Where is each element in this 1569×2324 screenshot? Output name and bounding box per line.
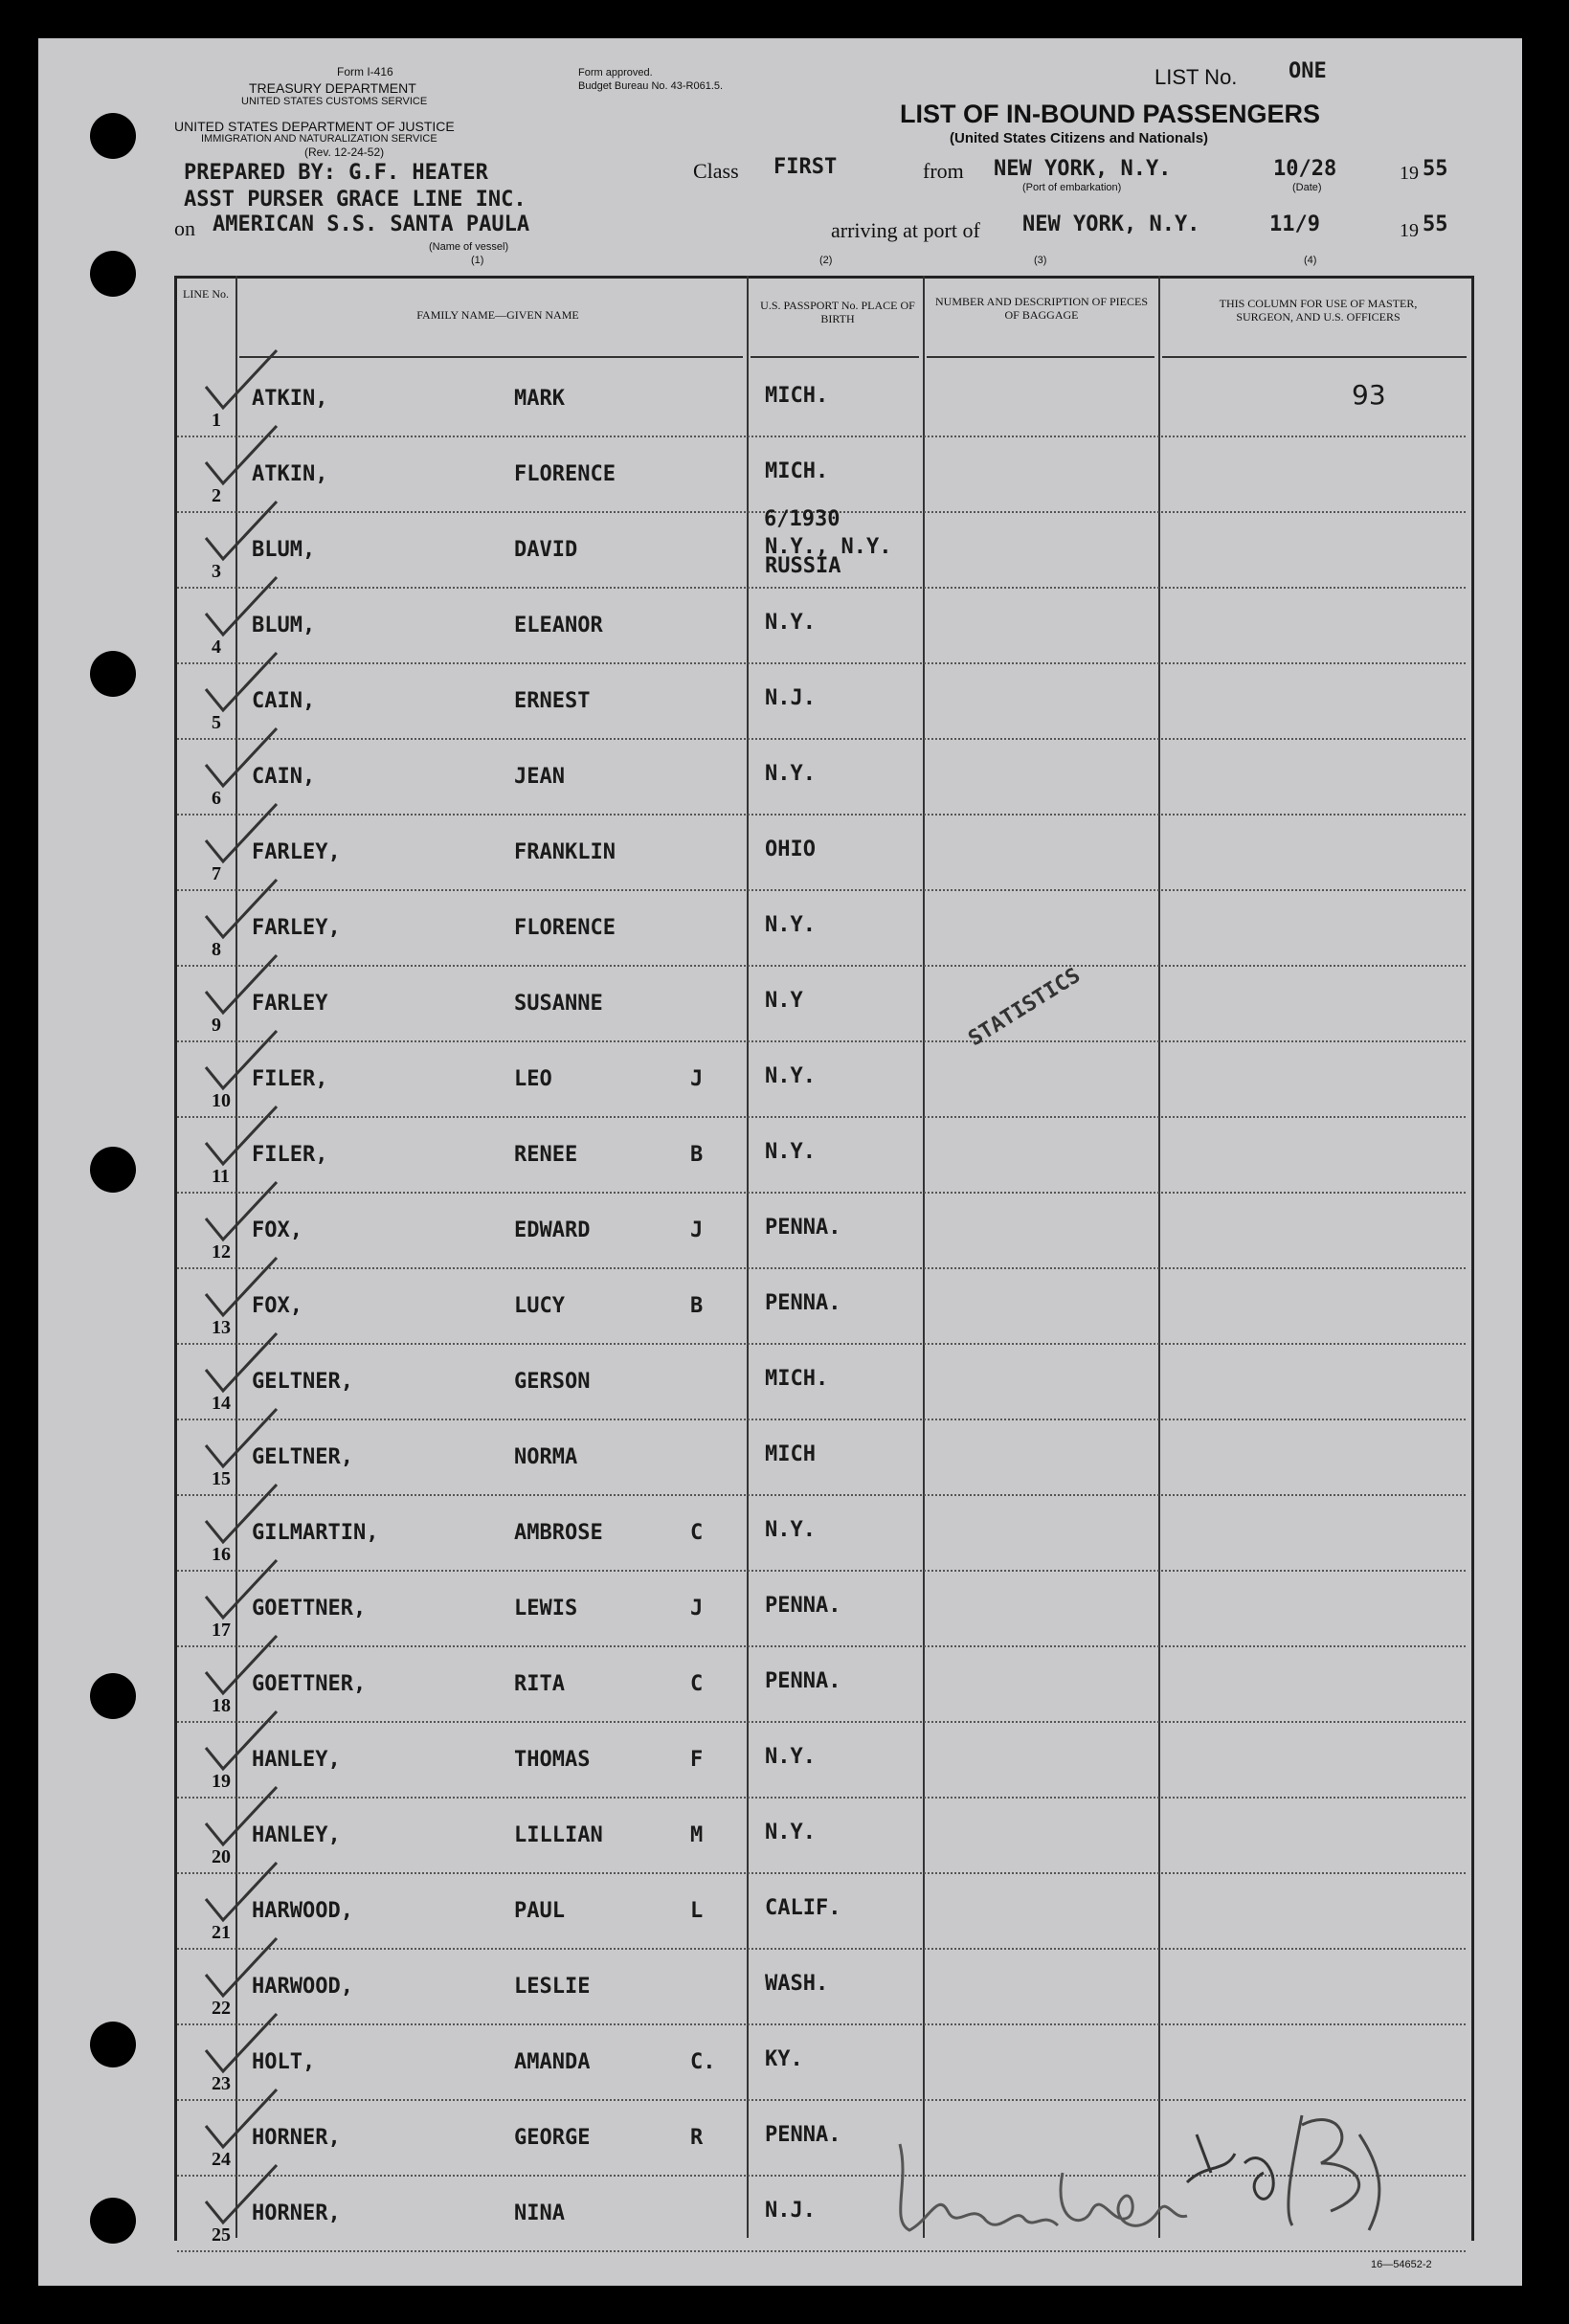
given-name: RITA: [514, 1672, 565, 1696]
middle-initial: J: [690, 1597, 704, 1620]
given-name: AMBROSE: [514, 1521, 603, 1545]
embark-caption: (Port of embarkation): [1022, 182, 1122, 193]
given-name: LILLIAN: [514, 1823, 603, 1847]
col-header-line: LINE No.: [183, 287, 229, 301]
statistics-stamp: STATISTICS: [964, 963, 1086, 1052]
col-num-3: (3): [1034, 255, 1047, 266]
line-number: 25: [212, 2224, 231, 2246]
middle-initial: J: [690, 1218, 704, 1242]
family-name: ATKIN,: [252, 462, 328, 486]
given-name: LESLIE: [514, 1975, 591, 1999]
vessel-caption: (Name of vessel): [429, 241, 509, 253]
line-number: 6: [212, 788, 221, 809]
place-of-birth: PENNA.: [765, 1216, 841, 1240]
table-row: [177, 967, 1466, 1042]
year-prefix-1: 19: [1400, 163, 1419, 184]
place-of-birth: N.Y.: [765, 1140, 816, 1164]
given-name: LEWIS: [514, 1597, 578, 1620]
place-of-birth: PENNA.: [765, 1291, 841, 1315]
given-name: DAVID: [514, 538, 578, 562]
place-of-birth: N.Y., N.Y. RUSSIA: [765, 535, 892, 578]
place-of-birth: N.Y.: [765, 1518, 816, 1542]
family-name: FOX,: [252, 1218, 303, 1242]
embark-date: 10/28: [1273, 157, 1337, 181]
table-row: [177, 2025, 1466, 2101]
family-name: CAIN,: [252, 689, 316, 713]
family-name: GELTNER,: [252, 1370, 353, 1394]
table-row: [177, 664, 1466, 740]
given-name: AMANDA: [514, 2050, 591, 2074]
form-number: Form I-416: [337, 65, 393, 78]
purser: ASST PURSER GRACE LINE INC.: [184, 188, 527, 212]
table-row: [177, 1345, 1466, 1420]
line-number: 21: [212, 1922, 231, 1943]
customs-service: UNITED STATES CUSTOMS SERVICE: [241, 96, 428, 107]
family-name: FARLEY: [252, 992, 328, 1016]
family-name: FILER,: [252, 1143, 328, 1167]
line-number: 23: [212, 2073, 231, 2094]
family-name: HORNER,: [252, 2201, 341, 2225]
binder-hole: [90, 251, 136, 297]
table-row: [177, 1874, 1466, 1950]
line-number: 12: [212, 1241, 231, 1263]
given-name: EDWARD: [514, 1218, 591, 1242]
year-2: 55: [1423, 212, 1448, 236]
table-row: [177, 1269, 1466, 1345]
given-name: LUCY: [514, 1294, 565, 1318]
place-of-birth: N.Y.: [765, 1745, 816, 1769]
line-number: 14: [212, 1393, 231, 1414]
table-row: [177, 1950, 1466, 2025]
family-name: BLUM,: [252, 614, 316, 637]
given-name: FLORENCE: [514, 916, 616, 940]
prepared-by: PREPARED BY: G.F. HEATER: [184, 161, 488, 185]
family-name: GELTNER,: [252, 1445, 353, 1469]
line-number: 20: [212, 1846, 231, 1867]
table-row: [177, 589, 1466, 664]
class-value: FIRST: [773, 155, 838, 179]
family-name: ATKIN,: [252, 387, 328, 411]
binder-hole: [90, 113, 136, 159]
family-name: GOETTNER,: [252, 1672, 367, 1696]
family-name: HANLEY,: [252, 1748, 341, 1772]
year-1: 55: [1423, 157, 1448, 181]
col-header-passport: U.S. PASSPORT No. PLACE OF BIRTH: [760, 299, 915, 325]
given-name: ELEANOR: [514, 614, 603, 637]
col-header-officers: THIS COLUMN FOR USE OF MASTER, SURGEON, AND U.S. OFFICERS: [1219, 297, 1418, 324]
place-of-birth: MICH.: [765, 1367, 829, 1391]
place-of-birth: PENNA.: [765, 1669, 841, 1693]
passport-number: 6/1930: [764, 507, 841, 531]
given-name: JEAN: [514, 765, 565, 789]
officer-count: 93: [1352, 379, 1386, 411]
binder-hole: [90, 2022, 136, 2067]
family-name: GILMARTIN,: [252, 1521, 379, 1545]
line-number: 18: [212, 1695, 231, 1716]
line-number: 10: [212, 1090, 231, 1111]
form-title: LIST OF IN-BOUND PASSENGERS: [900, 100, 1321, 128]
form-subtitle: (United States Citizens and Nationals): [950, 130, 1209, 146]
row-rule: [177, 2250, 1466, 2252]
header-rule: [927, 356, 1154, 358]
vessel-col-num: (1): [471, 255, 484, 266]
family-name: HARWOOD,: [252, 1975, 353, 1999]
family-name: FARLEY,: [252, 916, 341, 940]
line-number: 16: [212, 1544, 231, 1565]
col-num-4: (4): [1304, 255, 1317, 266]
place-of-birth: N.Y.: [765, 913, 816, 937]
from-label: from: [923, 159, 964, 183]
place-of-birth: CALIF.: [765, 1896, 841, 1920]
line-number: 15: [212, 1468, 231, 1489]
family-name: FARLEY,: [252, 840, 341, 864]
list-no-label: LIST No.: [1154, 65, 1238, 89]
place-of-birth: MICH.: [765, 459, 829, 483]
arriving-label: arriving at port of: [831, 218, 980, 242]
place-of-birth: KY.: [765, 2047, 803, 2071]
justice-dept: UNITED STATES DEPARTMENT OF JUSTICE: [174, 119, 455, 134]
header-rule: [239, 356, 743, 358]
table-row: [177, 740, 1466, 816]
given-name: FLORENCE: [514, 462, 616, 486]
given-name: FRANKLIN: [514, 840, 616, 864]
table-row: [177, 1194, 1466, 1269]
binder-hole: [90, 1147, 136, 1193]
line-number: 11: [212, 1166, 230, 1187]
family-name: HANLEY,: [252, 1823, 341, 1847]
col-header-name: FAMILY NAME—GIVEN NAME: [416, 308, 579, 322]
middle-initial: L: [690, 1899, 704, 1923]
line-number: 3: [212, 561, 221, 582]
place-of-birth: N.Y.: [765, 1064, 816, 1088]
embark-port: NEW YORK, N.Y.: [994, 157, 1172, 181]
family-name: GOETTNER,: [252, 1597, 367, 1620]
ins-service: IMMIGRATION AND NATURALIZATION SERVICE: [201, 133, 437, 145]
given-name: SUSANNE: [514, 992, 603, 1016]
given-name: PAUL: [514, 1899, 565, 1923]
place-of-birth: N.Y: [765, 989, 803, 1013]
table-row: [177, 1723, 1466, 1799]
budget-bureau: Budget Bureau No. 43-R061.5.: [578, 80, 724, 92]
family-name: HORNER,: [252, 2126, 341, 2150]
place-of-birth: PENNA.: [765, 2123, 841, 2147]
place-of-birth: PENNA.: [765, 1594, 841, 1618]
form-approved: Form approved.: [578, 67, 653, 78]
col-num-2: (2): [819, 255, 833, 266]
line-number: 24: [212, 2149, 231, 2170]
place-of-birth: MICH: [765, 1442, 816, 1466]
line-number: 1: [212, 410, 221, 431]
family-name: CAIN,: [252, 765, 316, 789]
line-number: 13: [212, 1317, 231, 1338]
middle-initial: B: [690, 1294, 704, 1318]
middle-initial: R: [690, 2126, 704, 2150]
family-name: FOX,: [252, 1294, 303, 1318]
arrival-date: 11/9: [1269, 212, 1320, 236]
place-of-birth: N.Y.: [765, 762, 816, 786]
binder-hole: [90, 651, 136, 697]
header-rule: [1162, 356, 1467, 358]
middle-initial: C: [690, 1521, 704, 1545]
table-row: [177, 1799, 1466, 1874]
given-name: NINA: [514, 2201, 565, 2225]
place-of-birth: N.Y.: [765, 1821, 816, 1844]
family-name: FILER,: [252, 1067, 328, 1091]
line-number: 8: [212, 939, 221, 960]
line-number: 7: [212, 863, 221, 884]
table-row: [177, 891, 1466, 967]
vessel-name: AMERICAN S.S. SANTA PAULA: [213, 212, 530, 236]
treasury-dept: TREASURY DEPARTMENT: [249, 80, 416, 96]
table-row: [177, 1496, 1466, 1572]
place-of-birth: N.Y.: [765, 611, 816, 635]
line-number: 19: [212, 1771, 231, 1792]
line-number: 2: [212, 485, 221, 506]
handwritten-signature: [881, 2106, 1417, 2240]
table-row: [177, 1420, 1466, 1496]
list-no-value: ONE: [1289, 59, 1327, 83]
table-row: [177, 1572, 1466, 1647]
given-name: RENEE: [514, 1143, 578, 1167]
middle-initial: C: [690, 1672, 704, 1696]
table-row: [177, 1118, 1466, 1194]
middle-initial: F: [690, 1748, 704, 1772]
class-label: Class: [693, 159, 739, 183]
table-row: [177, 816, 1466, 891]
place-of-birth: MICH.: [765, 384, 829, 408]
given-name: THOMAS: [514, 1748, 591, 1772]
line-number: 22: [212, 1998, 231, 2019]
header-rule: [751, 356, 919, 358]
place-of-birth: N.J.: [765, 686, 816, 710]
place-of-birth: OHIO: [765, 838, 816, 861]
given-name: ERNEST: [514, 689, 591, 713]
middle-initial: C.: [690, 2050, 716, 2074]
on-label: on: [174, 216, 195, 240]
binder-hole: [90, 1673, 136, 1719]
revision-date: (Rev. 12-24-52): [304, 145, 385, 159]
place-of-birth: N.J.: [765, 2199, 816, 2223]
line-number: 5: [212, 712, 221, 733]
given-name: MARK: [514, 387, 565, 411]
given-name: GERSON: [514, 1370, 591, 1394]
year-prefix-2: 19: [1400, 220, 1419, 241]
given-name: NORMA: [514, 1445, 578, 1469]
place-of-birth: WASH.: [765, 1972, 829, 1996]
footer-code: 16—54652-2: [1371, 2259, 1432, 2270]
middle-initial: B: [690, 1143, 704, 1167]
table-row: [177, 1647, 1466, 1723]
middle-initial: J: [690, 1067, 704, 1091]
col-header-baggage: NUMBER AND DESCRIPTION OF PIECES OF BAGGAGE: [934, 295, 1149, 322]
arrival-port: NEW YORK, N.Y.: [1022, 212, 1200, 236]
given-name: GEORGE: [514, 2126, 591, 2150]
family-name: HARWOOD,: [252, 1899, 353, 1923]
family-name: HOLT,: [252, 2050, 316, 2074]
table-row: [177, 362, 1466, 437]
middle-initial: M: [690, 1823, 704, 1847]
family-name: BLUM,: [252, 538, 316, 562]
line-number: 4: [212, 637, 221, 658]
line-number: 17: [212, 1620, 231, 1641]
given-name: LEO: [514, 1067, 552, 1091]
binder-hole: [90, 2198, 136, 2244]
date-caption: (Date): [1292, 182, 1322, 193]
table-row: [177, 437, 1466, 513]
table-row: [177, 1042, 1466, 1118]
line-number: 9: [212, 1015, 221, 1036]
